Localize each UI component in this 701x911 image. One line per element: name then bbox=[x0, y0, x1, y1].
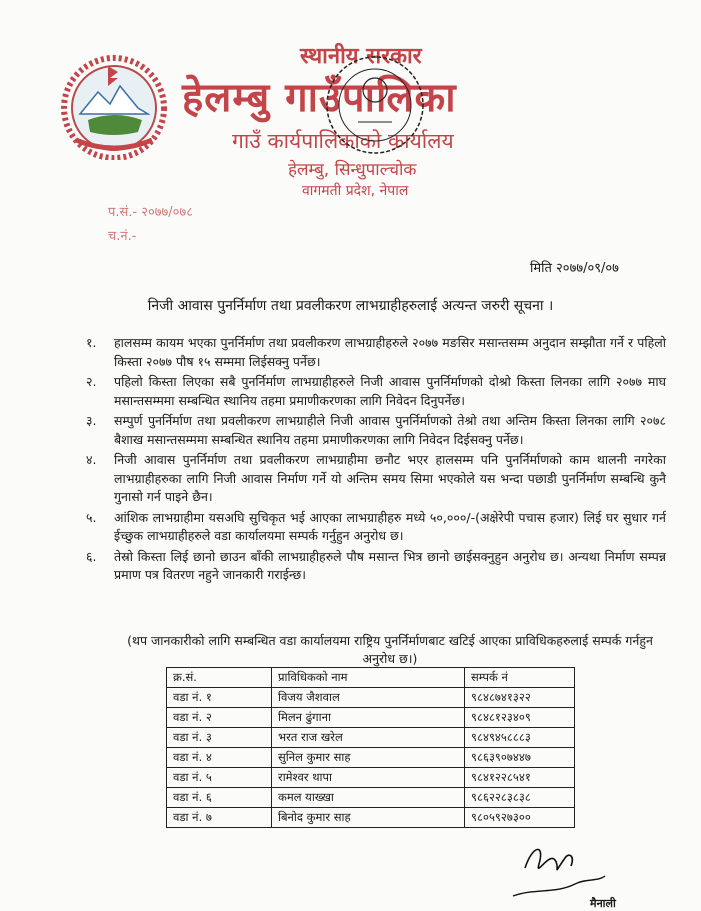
table-row: वडा नं. ७ बिनोद कुमार साह ९८०५९२७३०० bbox=[167, 808, 575, 828]
list-item: १. हालसम्म कायम भएका पुनर्निर्माण तथा प्रवलीकरण लाभग्राहीहरुले २०७७ मङसिर मसान्तसम्म अनुदान सम्झौता गर्ने र पहिलो किस्ता २०७७ पौष १५ सम्ममा लिईसक्नु पर्नेछ। bbox=[86, 335, 666, 369]
column-header-contact-number: सम्पर्क नं bbox=[465, 668, 575, 688]
table-row: वडा नं. ५ रामेश्वर थापा ९८४१२२८५४१ bbox=[167, 768, 575, 788]
list-item: ३. सम्पुर्ण पुनर्निर्माण तथा प्रवलीकरण लाभग्राहीले निजी आवास पुनर्निर्माणको तेश्रो तथा अन्तिम किस्ता लिनका लागि २०७८ बैशाख मसान्तसम्ममा सम्बन्धित स्थानिय तहमा प्रमाणीकरणका लागि निवेदन दिईसक्नु पर्नेछ। bbox=[86, 413, 666, 447]
list-item: २. पहिलो किस्ता लिएका सबै पुनर्निर्माण लाभग्राहीहरुले निजी आवास पुनर्निर्माणको दोश्रो किस्ता लिनका लागि २०७७ माघ मसान्तसम्ममा सम्बन्धित स्थानिय तहमा प्रमाणीकरणका लागि निवेदन दिनुपर्नेछ। bbox=[86, 374, 666, 408]
reference-number: प.सं.- २०७७/०७८ bbox=[108, 205, 193, 220]
notice-date: मिति २०७७/०९/०७ bbox=[530, 261, 619, 276]
column-header-ward: क्र.सं. bbox=[167, 668, 272, 688]
column-header-technician-name: प्राविधिकको नाम bbox=[272, 668, 465, 688]
notice-points-list bbox=[86, 334, 666, 587]
office-stamp bbox=[320, 50, 430, 160]
signer-name: मैनाली bbox=[590, 897, 616, 910]
letterhead-province: वागमती प्रदेश, नेपाल bbox=[302, 183, 409, 199]
table-row: वडा नं. ६ कमल याख्खा ९८६२२८३८३८ bbox=[167, 788, 575, 808]
notice-title: निजी आवास पुनर्निर्माण तथा प्रवलीकरण लाभग्राहीहरुलाई अत्यन्त जरुरी सूचना । bbox=[147, 298, 554, 314]
letterhead-office-name: गाउँ कार्यपालिकाको कार्यालय bbox=[232, 129, 454, 153]
contact-footnote: (थप जानकारीको लागि सम्बन्धित वडा कार्यालयमा राष्ट्रिय पुनर्निर्माणबाट खटिई आएका प्राविधिकहरुलाई सम्पर्क गर्नहुन अनुरोध छ।) bbox=[127, 633, 653, 666]
list-item: ६. तेस्रो किस्ता लिई छानो छाउन बाँकी लाभग्राहीहरुले पौष मसान्त भित्र छानो छाईसक्नुहुन अनुरोध छ। अन्यथा निर्माण सम्पन्न प्रमाण पत्र वितरण नहुने जानकारी गराईन्छ। bbox=[86, 548, 666, 582]
table-row: वडा नं. १ विजय जैशवाल ९८४८७४१३२२ bbox=[167, 688, 575, 708]
table-row: वडा नं. ३ भरत राज खरेल ९८४९४५८८८३ bbox=[167, 728, 575, 748]
dispatch-number: च.नं.- bbox=[108, 229, 137, 244]
letterhead-local-government: स्थानीय सरकार bbox=[300, 44, 422, 69]
list-item: ४. निजी आवास पुनर्निर्माण तथा प्रवलीकरण लाभग्राहीमा छनौट भएर हालसम्म पनि पुनर्निर्माणको काम थालनी नगरेका लाभग्राहीहरुका लागि निजी आवास निर्माण गर्ने यो अन्तिम समय सिमा भएकोले यस भन्दा पछाडी पुनर्निर्माण सम्बन्धि कुनै गुनासो गर्न पाइने छैन। bbox=[86, 452, 666, 504]
letterhead-address: हेलम्बु, सिन्धुपाल्चोक bbox=[288, 160, 417, 180]
list-item: ५. आंशिक लाभग्राहीमा यसअघि सुचिकृत भई आएका लाभग्राहीहरु मध्ये ५०,०००/-(अक्षेरेपी पचास हजार) लिई घर सुधार गर्न ईच्छुक लाभग्राहीहरुले वडा कार्यालयमा सम्पर्क गर्नुहुन अनुरोध छ। bbox=[86, 509, 666, 543]
technician-contact-table bbox=[166, 667, 575, 828]
table-row: वडा नं. ४ सुनिल कुमार साह ९८६३९०७४४७ bbox=[167, 748, 575, 768]
table-header-row bbox=[167, 668, 575, 688]
nepal-emblem-logo bbox=[58, 52, 170, 160]
table-row: वडा नं. २ मिलन ढुंगाना ९८४८१२३४०९ bbox=[167, 708, 575, 728]
letterhead-municipality-name: हेलम्बु गाउँपालिका bbox=[182, 75, 457, 121]
